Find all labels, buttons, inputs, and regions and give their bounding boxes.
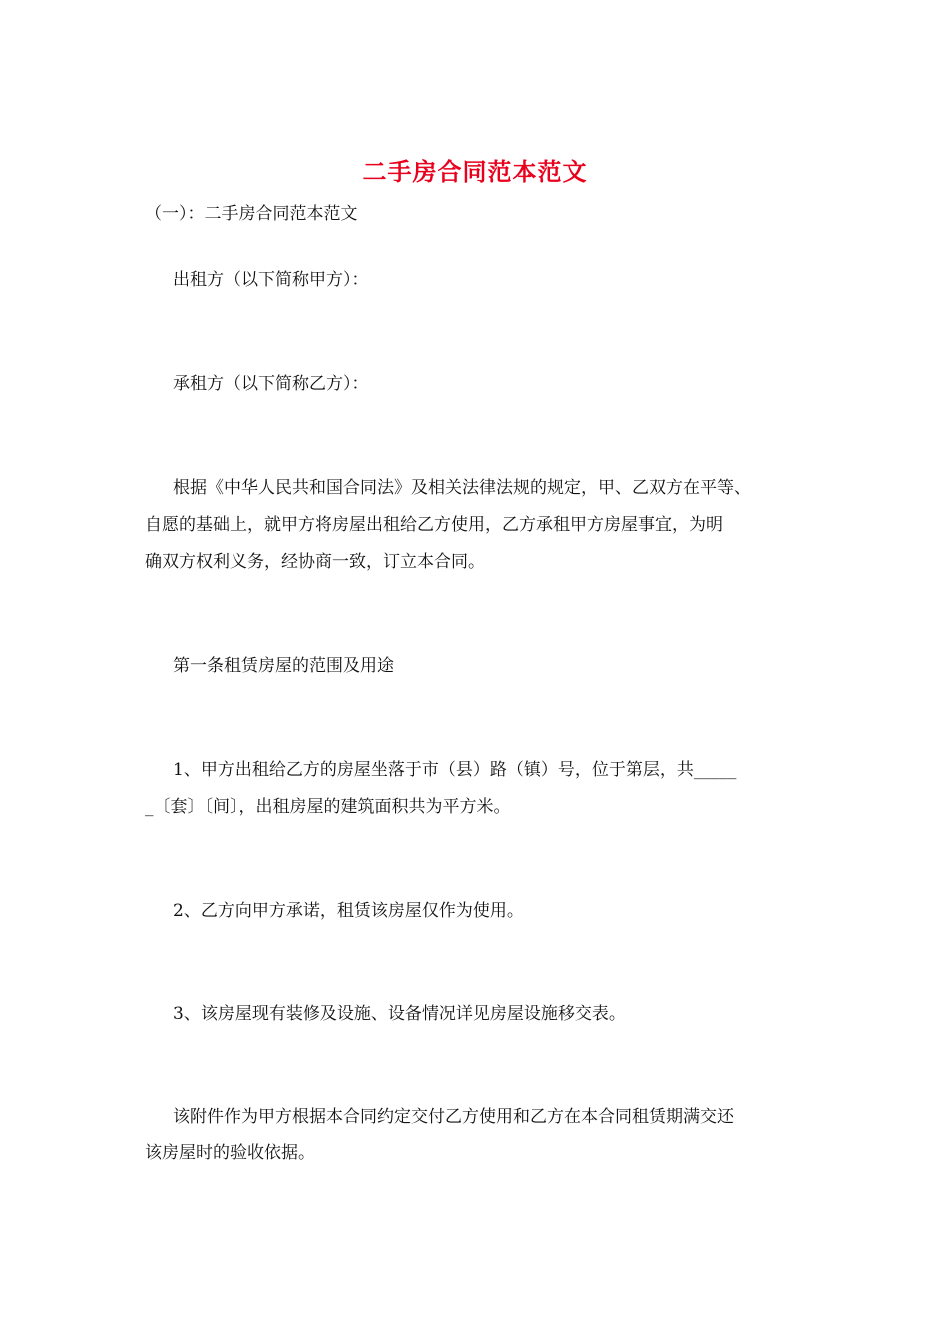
lessee-label: 承租方（以下简称乙方）： <box>173 374 369 394</box>
item-3: 3、该房屋现有装修及设施、设备情况详见房屋设施移交表。 <box>173 1004 626 1024</box>
preamble-line-1: 根据《中华人民共和国合同法》及相关法律法规的规定，甲、乙双方在平等、 <box>173 478 751 498</box>
document-title: 二手房合同范本范文 <box>362 157 588 186</box>
article-1-title: 第一条租赁房屋的范围及用途 <box>173 656 394 676</box>
item-1-line-2: _〔套〕〔间〕，出租房屋的建筑面积共为平方米。 <box>145 797 511 817</box>
appendix-line-2: 该房屋时的验收依据。 <box>145 1143 315 1163</box>
lessor-label: 出租方（以下简称甲方）： <box>173 270 369 290</box>
preamble-line-3: 确双方权利义务，经协商一致，订立本合同。 <box>145 552 485 572</box>
item-1-line-1: 1、甲方出租给乙方的房屋坐落于市（县）路（镇）号，位于第层，共_____ <box>173 760 737 780</box>
preamble-line-2: 自愿的基础上，就甲方将房屋出租给乙方使用，乙方承租甲方房屋事宜，为明 <box>145 515 723 535</box>
item-2: 2、乙方向甲方承诺，租赁该房屋仅作为使用。 <box>173 901 524 921</box>
appendix-line-1: 该附件作为甲方根据本合同约定交付乙方使用和乙方在本合同租赁期满交还 <box>173 1107 734 1127</box>
section-heading: （一）：二手房合同范本范文 <box>145 204 358 224</box>
